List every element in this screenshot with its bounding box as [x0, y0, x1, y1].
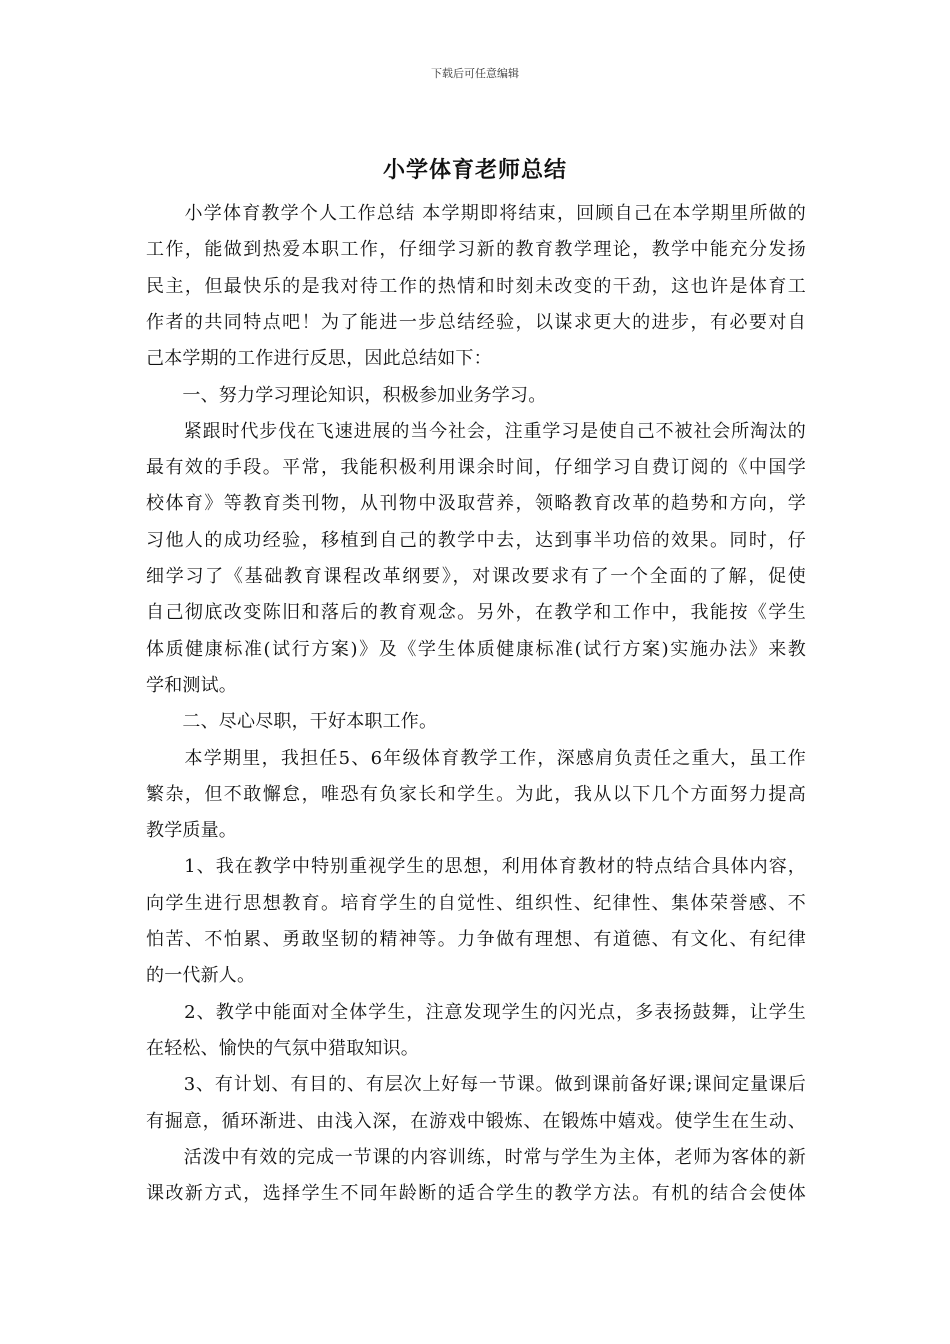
body-line: 本学期里，我担任5、6年级体育教学工作，深感肩负责任之重大，虽工作: [146, 747, 806, 769]
body-line: 向学生进行思想教育。培育学生的自觉性、组织性、纪律性、集体荣誉感、不: [146, 892, 806, 914]
body-line: 繁杂，但不敢懈怠，唯恐有负家长和学生。为此，我从以下几个方面努力提高: [146, 783, 806, 805]
body-line: 己本学期的工作进行反思，因此总结如下：: [146, 348, 492, 370]
body-line: 3、有计划、有目的、有层次上好每一节课。做到课前备好课;课间定量课后: [146, 1074, 806, 1096]
body-line: 学和测试。: [146, 674, 237, 696]
document-title: 小学体育老师总结: [382, 157, 567, 183]
body-line: 课改新方式，选择学生不同年龄断的适合学生的教学方法。有机的结合会使体: [146, 1183, 806, 1205]
body-line: 的一代新人。: [146, 965, 256, 987]
body-line: 在轻松、愉快的气氛中猎取知识。: [146, 1037, 419, 1059]
body-line: 民主，但最快乐的是我对待工作的热情和时刻未改变的干劲，这也许是体育工: [146, 275, 806, 297]
body-line: 自己彻底改变陈旧和落后的教育观念。另外，在教学和工作中，我能按《学生: [146, 602, 806, 624]
body-line: 体质健康标准(试行方案)》及《学生体质健康标准(试行方案)实施办法》来教: [146, 638, 806, 660]
body-line: 2、教学中能面对全体学生，注意发现学生的闪光点，多表扬鼓舞，让学生: [146, 1001, 806, 1023]
body-line: 一、努力学习理论知识，积极参加业务学习。: [146, 384, 547, 406]
header-note: 下载后可任意编辑: [431, 67, 519, 80]
body-line: 细学习了《基础教育课程改革纲要》，对课改要求有了一个全面的了解，促使: [146, 566, 806, 587]
body-line: 习他人的成功经验，移植到自己的教学中去，达到事半功倍的效果。同时，仔: [146, 529, 806, 551]
body-line: 小学体育教学个人工作总结 本学期即将结束，回顾自己在本学期里所做的: [146, 203, 806, 224]
body-line: 作者的共同特点吧！为了能进一步总结经验，以谋求更大的进步，有必要对自: [146, 311, 806, 333]
body-line: 紧跟时代步伐在飞速进展的当今社会，注重学习是使自己不被社会所淘汰的: [146, 420, 806, 442]
body-line: 活泼中有效的完成一节课的内容训练，时常与学生为主体，老师为客体的新: [146, 1146, 806, 1168]
body-line: 校体育》等教育类刊物，从刊物中汲取营养，领略教育改革的趋势和方向，学: [146, 493, 806, 515]
body-line: 有掘意，循环渐进、由浅入深，在游戏中锻炼、在锻炼中嬉戏。使学生在生动、: [146, 1110, 806, 1132]
body-line: 教学质量。: [146, 820, 237, 842]
body-line: 怕苦、不怕累、勇敢坚韧的精神等。力争做有理想、有道德、有文化、有纪律: [146, 929, 806, 950]
body-line: 工作，能做到热爱本职工作，仔细学习新的教育教学理论，教学中能充分发扬: [146, 239, 806, 261]
body-line: 1、我在教学中特别重视学生的思想，利用体育教材的特点结合具体内容，: [146, 856, 806, 878]
body-line: 二、尽心尽职，干好本职工作。: [146, 711, 438, 733]
body-line: 最有效的手段。平常，我能积极利用课余时间，仔细学习自费订阅的《中国学: [146, 457, 806, 479]
